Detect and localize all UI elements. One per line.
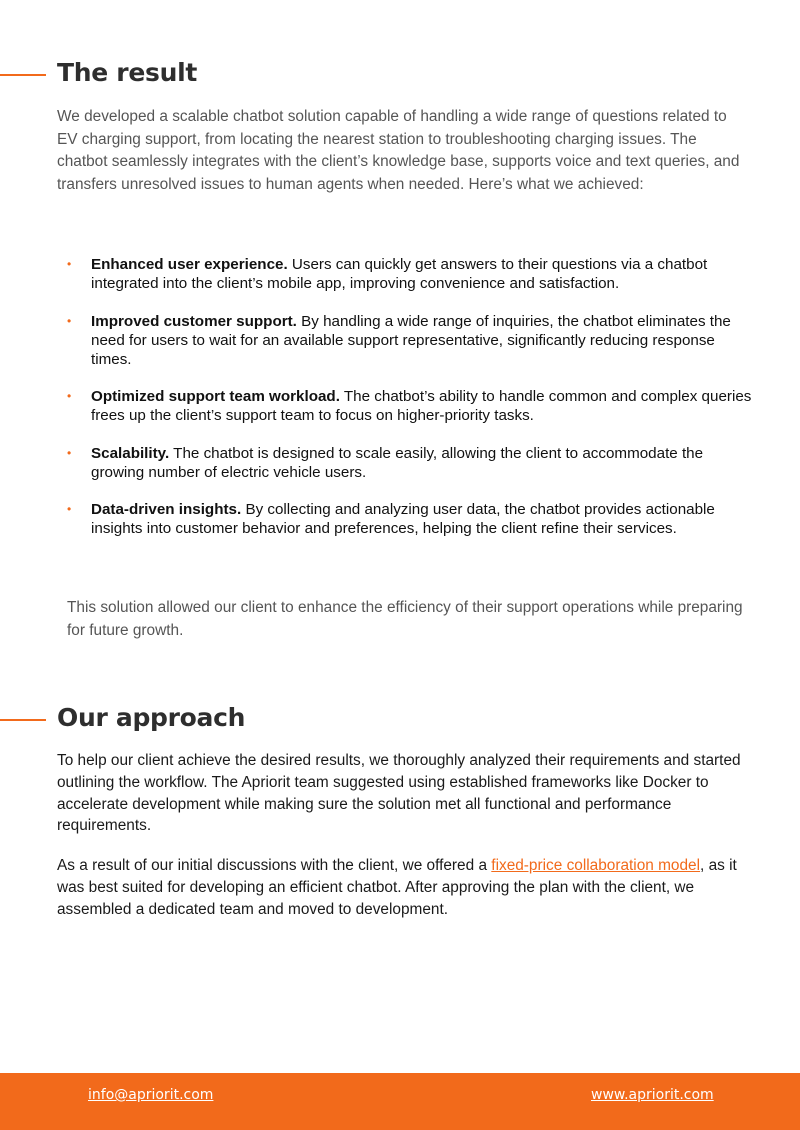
bullet-text: Users can quickly get answers to their questions via a chatbot integrated into the client’s mobile app, improving convenience and satisfaction. [91, 256, 708, 292]
result-heading: The result [57, 58, 197, 87]
approach-paragraph-2 [57, 855, 747, 920]
result-closing: This solution allowed our client to enhance the efficiency of their support operations while preparing for future growth. [67, 599, 743, 639]
email-link[interactable]: info@apriorit.com [88, 1087, 214, 1103]
list-item [57, 255, 757, 293]
list-item [57, 312, 757, 369]
approach-text-before: As a result of our initial discussions with the client, we offered a [57, 857, 492, 874]
bullet-text: By handling a wide range of inquiries, the chatbot eliminates the need for users to wait for an available support representative, significantly reducing response times. [91, 312, 731, 368]
section-accent-rule [0, 719, 46, 721]
bullet-text: By collecting and analyzing user data, the chatbot provides actionable insights into customer behavior and preferences, helping the client refine their services. [91, 501, 715, 537]
bullet-title: Scalability. [91, 444, 170, 462]
bullet-text: The chatbot’s ability to handle common and complex queries frees up the client’s support team to focus on higher-priority tasks. [91, 388, 752, 424]
bullet-icon: • [67, 389, 72, 403]
list-item [57, 444, 757, 482]
list-item [57, 500, 757, 538]
fixed-price-model-link[interactable]: fixed-price collaboration model [491, 857, 701, 874]
section-accent-rule [0, 74, 46, 76]
bullet-icon: • [67, 313, 72, 328]
list-item [57, 387, 757, 425]
bullet-title: Optimized support team workload. [91, 388, 340, 405]
bullet-text: The chatbot is designed to scale easily, allowing the client to accommodate the growing number of electric vehicle users. [91, 444, 704, 481]
bullet-icon: • [67, 257, 72, 271]
result-intro: We developed a scalable chatbot solution capable of handling a wide range of questions related to EV charging support, from locating the nearest station to troubleshooting charging issues. The chatbot seamlessly integrates with the client’s knowledge base, supports voice and text queries, and transfers unresolved issues to human agents when needed. Here’s what we achieved: [57, 108, 740, 193]
result-bullet-list [57, 255, 757, 557]
footer-bar [0, 1073, 800, 1130]
bullet-title: Data-driven insights. [91, 501, 242, 518]
approach-text-after: , as it was best suited for developing an efficient chatbot. After approving the plan with the client, we assembled a dedicated team and moved to development. [57, 857, 737, 918]
bullet-icon: • [67, 445, 72, 460]
website-link[interactable]: www.apriorit.com [591, 1087, 714, 1103]
bullet-icon: • [67, 502, 72, 516]
bullet-title: Improved customer support. [91, 312, 297, 330]
approach-heading: Our approach [57, 703, 246, 732]
approach-paragraph-1: To help our client achieve the desired results, we thoroughly analyzed their requirements and started outlining the workflow. The Apriorit team suggested using established frameworks like Docker to accelerate development while making sure the solution met all functional and performance requirements. [57, 752, 741, 835]
bullet-title: Enhanced user experience. [91, 256, 288, 273]
